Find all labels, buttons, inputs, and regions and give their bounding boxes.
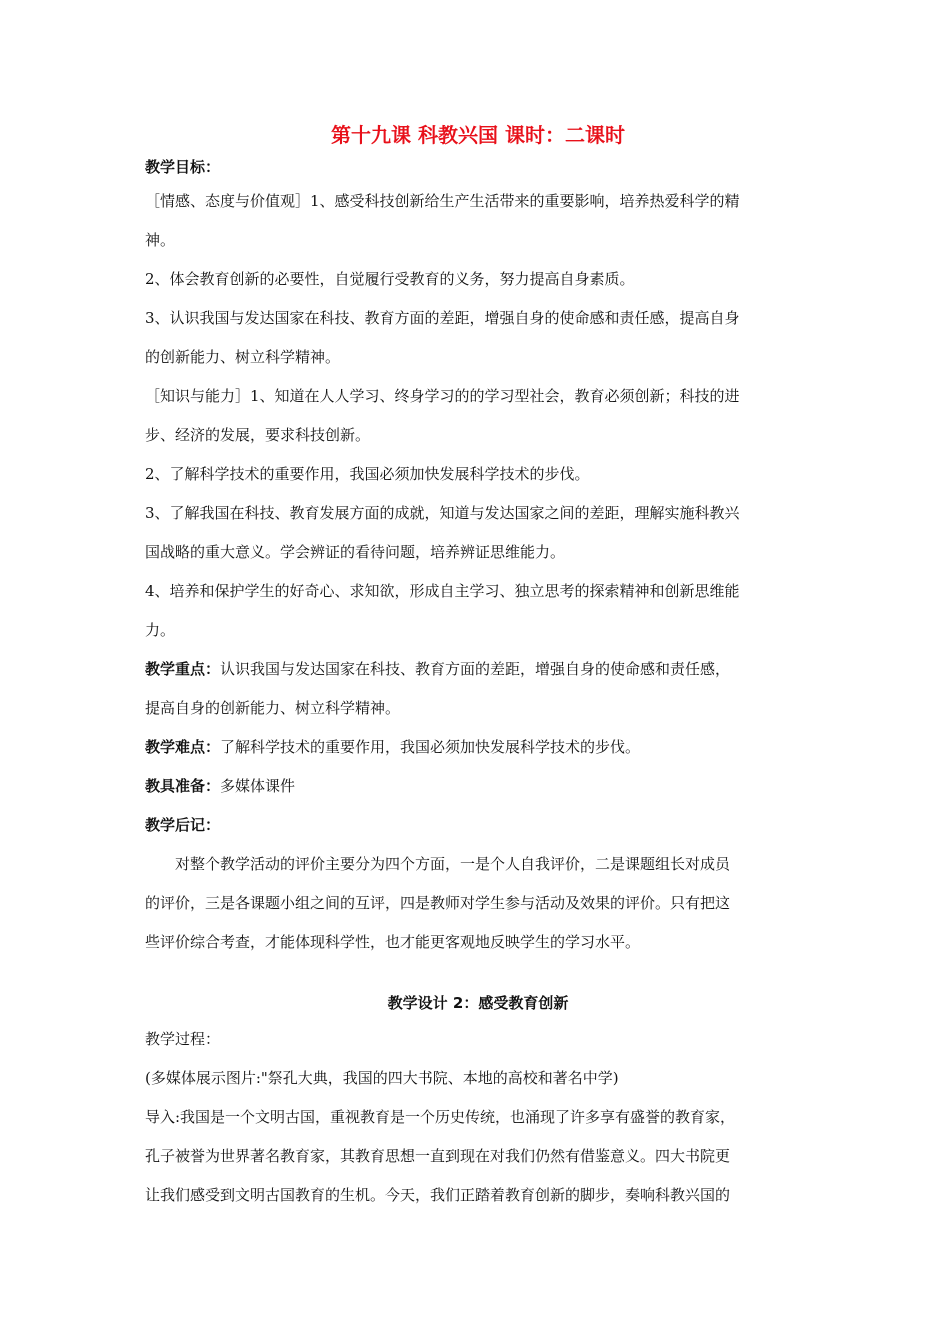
difficulty-text: 了解科学技术的重要作用，我国必须加快发展科学技术的步伐。	[220, 738, 641, 756]
postscript-line: 的评价，三是各课题小组之间的互评，四是教师对学生参与活动及效果的评价。只有把这	[145, 894, 731, 912]
key-point-label: 教学重点：	[145, 660, 221, 678]
objective-line: 步、经济的发展，要求科技创新。	[145, 426, 371, 444]
objective-line: ［情感、态度与价值观］1、感受科技创新给生产生活带来的重要影响，培养热爱科学的精	[145, 192, 740, 210]
objectives-heading: 教学目标：	[145, 158, 221, 176]
process-heading: 教学过程：	[145, 1030, 221, 1048]
objective-line: 的创新能力、树立科学精神。	[145, 348, 341, 366]
objective-line: 4、培养和保护学生的好奇心、求知欲，形成自主学习、独立思考的探索精神和创新思维能	[145, 582, 740, 600]
objective-line: 力。	[145, 621, 176, 639]
process-line: (多媒体展示图片:"祭孔大典，我国的四大书院、本地的高校和著名中学)	[145, 1069, 619, 1087]
document-title: 第十九课 科教兴国 课时：二课时	[331, 123, 625, 147]
objective-line: 2、了解科学技术的重要作用，我国必须加快发展科学技术的步伐。	[145, 465, 590, 483]
postscript-line: 些评价综合考查，才能体现科学性，也才能更客观地反映学生的学习水平。	[145, 933, 641, 951]
design-title: 教学设计 2：感受教育创新	[387, 994, 569, 1012]
materials	[145, 767, 811, 806]
difficulty	[145, 728, 811, 767]
materials-text: 多媒体课件	[220, 777, 296, 795]
process-line: 孔子被誉为世界著名教育家，其教育思想一直到现在对我们仍然有借鉴意义。四大书院更	[145, 1147, 731, 1165]
objective-line: 3、了解我国在科技、教育发展方面的成就，知道与发达国家之间的差距，理解实施科教兴	[145, 504, 740, 522]
key-point-continued: 提高自身的创新能力、树立科学精神。	[145, 699, 401, 717]
objective-line: 2、体会教育创新的必要性，自觉履行受教育的义务，努力提高自身素质。	[145, 270, 635, 288]
postscript-line: 对整个教学活动的评价主要分为四个方面，一是个人自我评价，二是课题组长对成员	[175, 855, 731, 873]
materials-label: 教具准备：	[145, 777, 221, 795]
postscript-heading: 教学后记：	[145, 816, 221, 834]
key-point-text: 认识我国与发达国家在科技、教育方面的差距，增强自身的使命感和责任感，	[220, 660, 731, 678]
objective-line: 神。	[145, 231, 176, 249]
document-page	[145, 118, 811, 1215]
process-line: 导入:我国是一个文明古国，重视教育是一个历史传统，也涌现了许多享有盛誉的教育家，	[145, 1108, 736, 1126]
objective-line: 3、认识我国与发达国家在科技、教育方面的差距，增强自身的使命感和责任感，提高自身	[145, 309, 740, 327]
difficulty-label: 教学难点：	[145, 738, 221, 756]
key-point	[145, 650, 811, 689]
process-line: 让我们感受到文明古国教育的生机。今天，我们正踏着教育创新的脚步，奏响科教兴国的	[145, 1186, 731, 1204]
objective-line: 国战略的重大意义。学会辨证的看待问题，培养辨证思维能力。	[145, 543, 566, 561]
objective-line: ［知识与能力］1、知道在人人学习、终身学习的的学习型社会，教育必须创新；科技的进	[145, 387, 740, 405]
